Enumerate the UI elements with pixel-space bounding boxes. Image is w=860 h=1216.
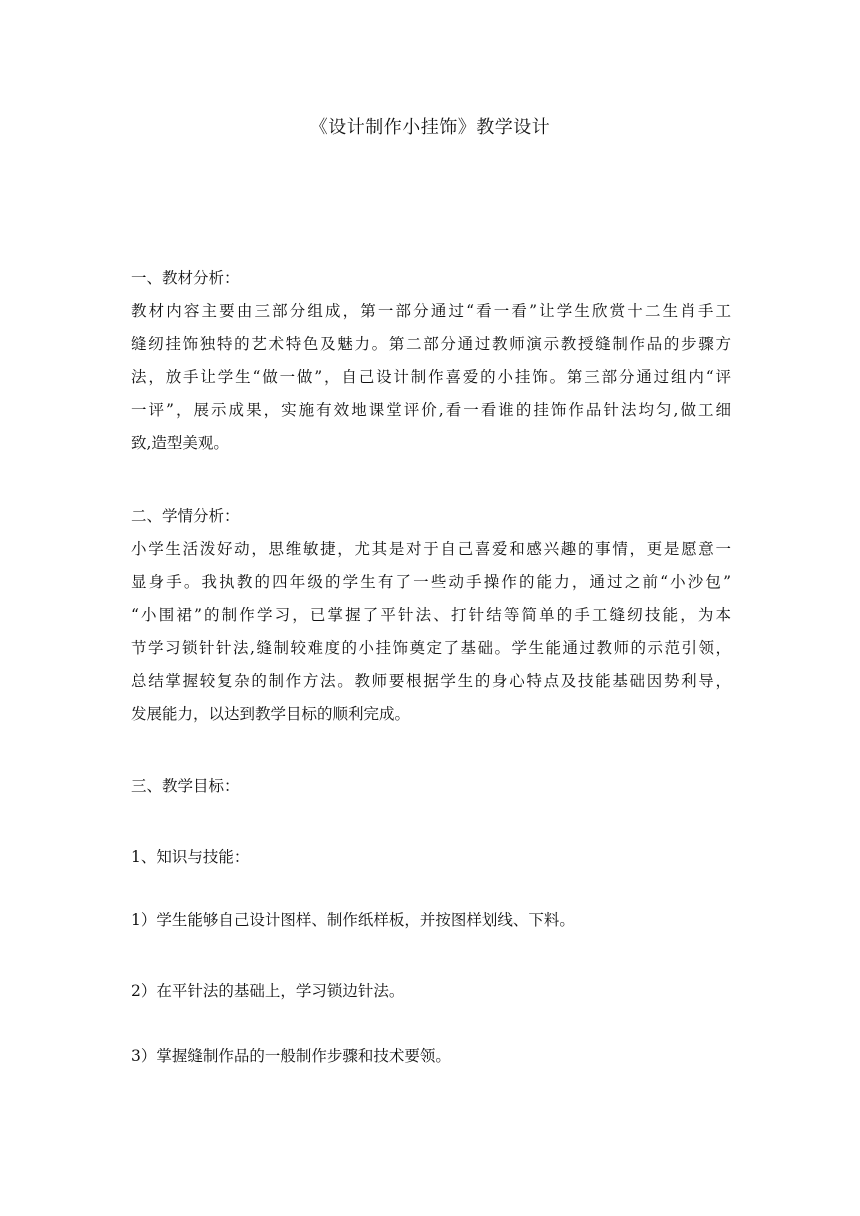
paragraph-line: 一评”，展示成果，实施有效地课堂评价,看一看谁的挂饰作品针法均匀,做工细 [131,401,731,419]
goal-item-text: 1）学生能够自己设计图样、制作纸样板，并按图样划线、下料。 [131,911,575,929]
goal-item [131,975,731,1008]
paragraph-line: 节学习锁针针法,缝制较难度的小挂饰奠定了基础。学生能通过教师的示范引领， [131,639,731,657]
paragraph-line: 小学生活泼好动，思维敏捷，尤其是对于自己喜爱和感兴趣的事情，更是愿意一 [131,540,731,558]
goal-item-text: 2）在平针法的基础上，学习锁边针法。 [131,982,405,1000]
section-heading: 一、教材分析： [131,269,240,287]
section-textbook-analysis [131,262,731,460]
paragraph-line: 显身手。我执教的四年级的学生有了一些动手操作的能力，通过之前“小沙包” [131,573,731,591]
paragraph-line: “小围裙”的制作学习，已掌握了平针法、打针结等简单的手工缝纫技能，为本 [131,606,731,624]
goal-item [131,1040,731,1073]
section-heading: 二、学情分析： [131,507,240,525]
goal-item [131,904,731,937]
paragraph-line: 教材内容主要由三部分组成，第一部分通过“看一看”让学生欣赏十二生肖手工 [131,302,731,320]
paragraph-line: 发展能力，以达到教学目标的顺利完成。 [131,705,411,723]
paragraph-line: 法，放手让学生“做一做”，自己设计制作喜爱的小挂饰。第三部分通过组内“评 [131,368,731,386]
subsection-knowledge-skills [131,841,731,874]
section-teaching-goals-heading [131,770,731,803]
document-title: 《设计制作小挂饰》教学设计 [309,117,551,138]
section-heading: 三、教学目标： [131,777,240,795]
paragraph-line: 致,造型美观。 [131,434,229,452]
section-learner-analysis [131,500,731,731]
goal-item-text: 3）掌握缝制作品的一般制作步骤和技术要领。 [131,1047,451,1065]
paragraph-line: 缝纫挂饰独特的艺术特色及魅力。第二部分通过教师演示教授缝制作品的步骤方 [131,335,731,353]
paragraph-line: 总结掌握较复杂的制作方法。教师要根据学生的身心特点及技能基础因势利导， [131,672,731,690]
subsection-heading: 1、知识与技能： [131,848,250,866]
